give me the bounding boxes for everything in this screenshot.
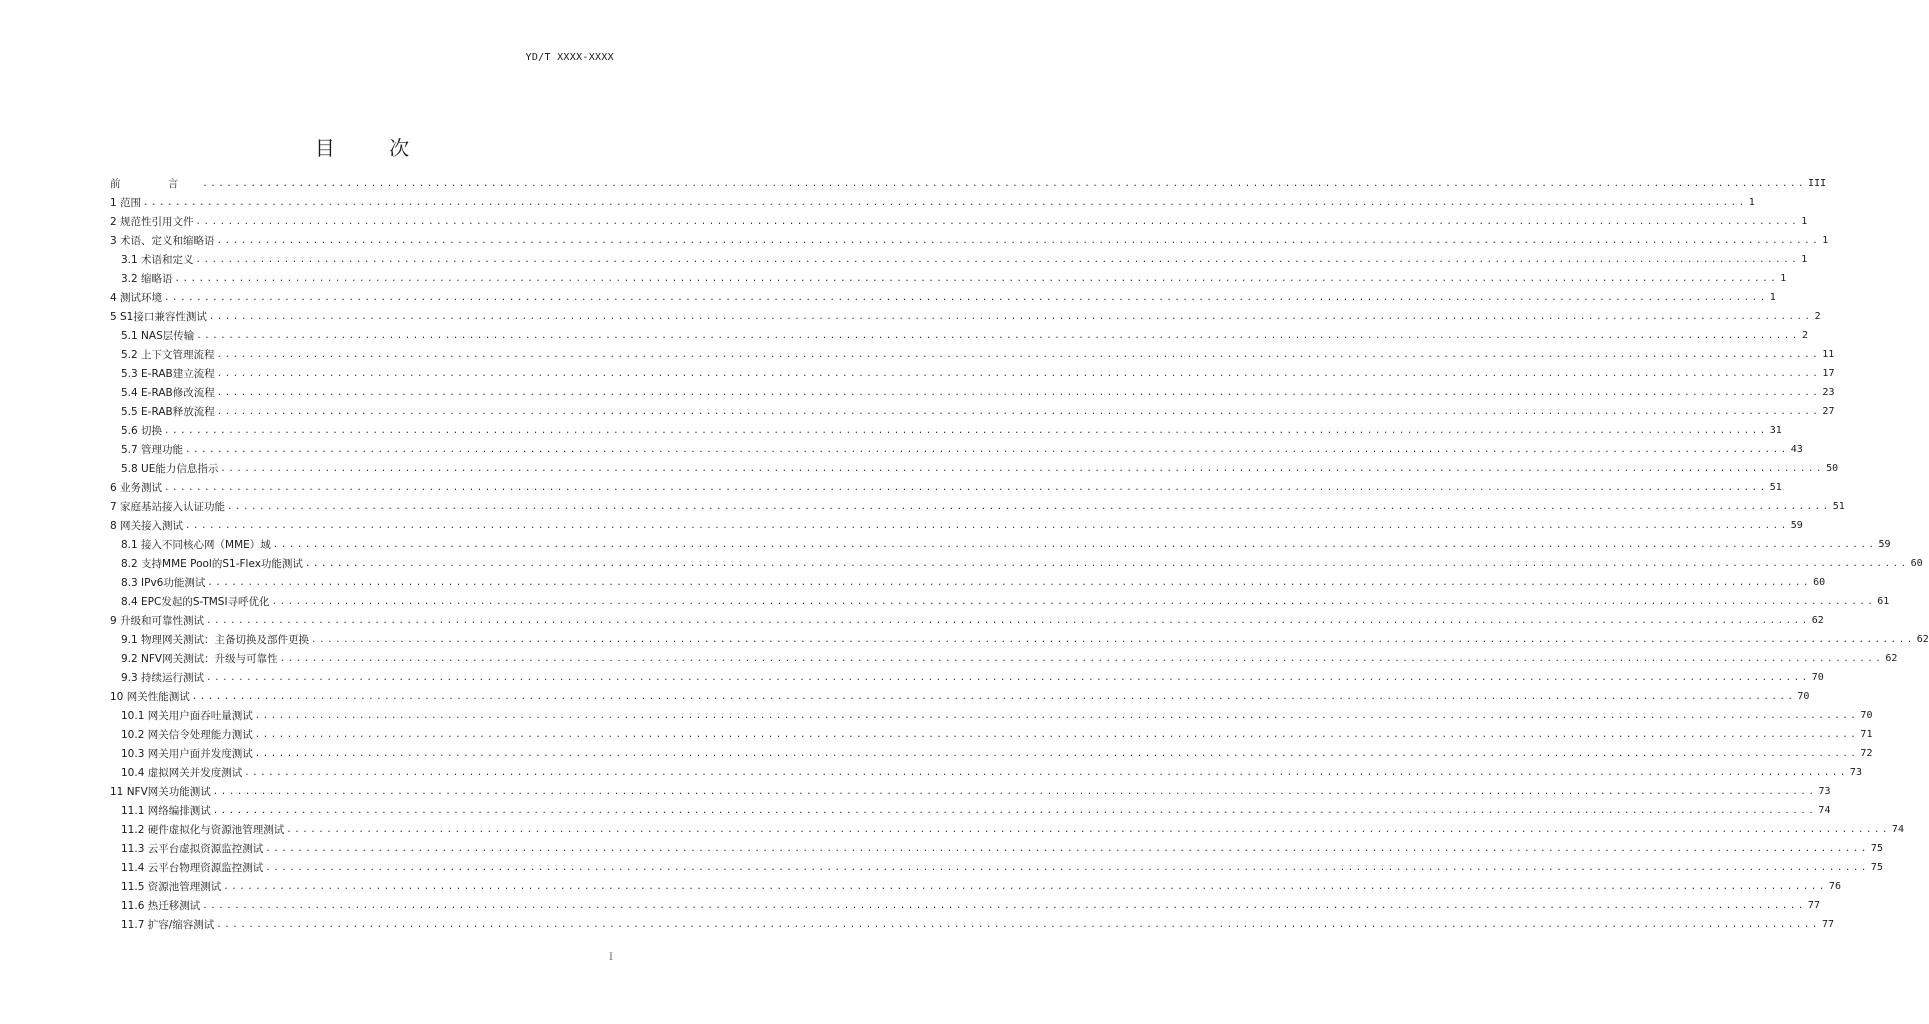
toc-entry[interactable]: [110, 685, 1810, 704]
toc-entry[interactable]: [110, 286, 1776, 305]
toc-entry-page: 70: [1811, 672, 1824, 683]
toc-entry[interactable]: [110, 742, 1873, 761]
toc-entry-label: 9.1 物理网关测试：主备切换及部件更换: [121, 634, 310, 646]
toc-entry-page: 17: [1822, 368, 1835, 379]
toc-leader-dots: ........................................................................................................................................................................................................: [206, 616, 1810, 626]
toc-entry[interactable]: [110, 324, 1808, 343]
toc-entry-label: 3.1 术语和定义: [121, 254, 194, 266]
toc-entry[interactable]: [110, 400, 1835, 419]
toc-entry-page: 1: [1822, 235, 1829, 246]
toc-entry[interactable]: [110, 191, 1755, 210]
toc-entry-page: 62: [1885, 653, 1898, 664]
toc-leader-dots: ........................................................................................................................................................................................................: [216, 369, 1821, 379]
toc-entry-label: 8.2 支持MME Pool的S1-Flex功能测试: [121, 558, 303, 570]
toc-leader-dots: ........................................................................................................................................................................................................: [216, 236, 1821, 246]
toc-entry-label: 9.3 持续运行测试: [121, 672, 205, 684]
toc-entry-label: 5.8 UE能力信息指示: [121, 463, 219, 475]
toc-leader-dots: ........................................................................................................................................................................................................: [265, 863, 1869, 873]
toc-entry-label: 11 NFV网关功能测试: [110, 786, 211, 798]
toc-entry-label: 6 业务测试: [110, 482, 163, 494]
toc-entry-label: 5.3 E-RAB建立流程: [121, 368, 215, 380]
toc-entry-label: 9 升级和可靠性测试: [110, 615, 205, 627]
toc-entry[interactable]: [110, 875, 1841, 894]
toc-entry-page: 43: [1790, 444, 1803, 455]
toc-leader-dots: ........................................................................................................................................................................................................: [216, 920, 1820, 930]
toc-entry-page: 74: [1891, 824, 1904, 835]
toc-leader-dots: ........................................................................................................................................................................................................: [143, 198, 1747, 208]
toc-entry-page: 50: [1826, 463, 1839, 474]
toc-entry[interactable]: [110, 248, 1808, 267]
toc-leader-dots: ........................................................................................................................................................................................................: [220, 464, 1825, 474]
toc-entry[interactable]: [110, 210, 1808, 229]
toc-entry-page: 71: [1860, 729, 1873, 740]
toc-entry-label: 5.1 NAS层传输: [121, 330, 195, 342]
toc-leader-dots: ........................................................................................................................................................................................................: [223, 882, 1827, 892]
toc-entry-page: 62: [1811, 615, 1824, 626]
toc-entry-label: 5.5 E-RAB释放流程: [121, 406, 215, 418]
toc-entry-page: 31: [1769, 425, 1782, 436]
page-number: I: [609, 952, 613, 963]
toc-entry-label: 4 测试环境: [110, 292, 163, 304]
toc-entry-page: 11: [1822, 349, 1835, 360]
toc-entry-label: 11.2 硬件虚拟化与资源池管理测试: [121, 824, 285, 836]
toc-leader-dots: ........................................................................................................................................................................................................: [244, 768, 1848, 778]
toc-leader-dots: ........................................................................................................................................................................................................: [254, 711, 1859, 721]
toc-leader-dots: ........................................................................................................................................................................................................: [202, 901, 1806, 911]
toc-entry[interactable]: [110, 552, 1923, 571]
toc-entry-label: 1 范围: [110, 197, 142, 209]
toc-entry-page: 59: [1790, 520, 1803, 531]
toc-entry-label: 10.1 网关用户面吞吐量测试: [121, 710, 253, 722]
toc-entry-label: 8.3 IPv6功能测试: [121, 577, 206, 589]
toc-entry-label: 2 规范性引用文件: [110, 216, 194, 228]
toc-leader-dots: ........................................................................................................................................................................................................: [272, 540, 1877, 550]
toc-entry-page: 2: [1814, 311, 1821, 322]
toc-leader-dots: ........................................................................................................................................................................................................: [164, 483, 1768, 493]
toc-leader-dots: ........................................................................................................................................................................................................: [279, 654, 1884, 664]
toc-entry[interactable]: [110, 381, 1835, 400]
toc-entry[interactable]: [110, 837, 1883, 856]
toc-entry-label: 5.2 上下文管理流程: [121, 349, 215, 361]
document-code: YD/T XXXX-XXXX: [525, 52, 614, 63]
toc-leader-dots: ........................................................................................................................................................................................................: [207, 578, 1812, 588]
toc-entry-page: 60: [1910, 558, 1923, 569]
toc-leader-dots: ........................................................................................................................................................................................................: [174, 274, 1779, 284]
toc-entry-page: 1: [1769, 292, 1776, 303]
toc-entry[interactable]: [110, 457, 1839, 476]
toc-entry-page: 1: [1748, 197, 1755, 208]
toc-entry-page: 51: [1832, 501, 1845, 512]
toc-entry[interactable]: [110, 362, 1835, 381]
toc-entry[interactable]: [110, 666, 1824, 685]
toc-entry[interactable]: [110, 476, 1782, 495]
toc-entry-label: 10.3 网关用户面并发度测试: [121, 748, 253, 760]
toc-leader-dots: ........................................................................................................................................................................................................: [195, 217, 1800, 227]
toc-entry-page: 72: [1860, 748, 1873, 759]
toc-entry[interactable]: [110, 514, 1803, 533]
toc-leader-dots: ........................................................................................................................................................................................................: [254, 749, 1859, 759]
page-title: 目 次: [314, 136, 434, 160]
toc-leader-dots: ........................................................................................................................................................................................................: [227, 502, 1831, 512]
toc-entry-page: 75: [1870, 843, 1883, 854]
toc-entry-label: 10.2 网关信令处理能力测试: [121, 729, 253, 741]
toc-entry-label: 11.7 扩容/缩容测试: [121, 919, 215, 931]
toc-entry[interactable]: [110, 495, 1845, 514]
toc-entry-label: 7 家庭基站接入认证功能: [110, 501, 226, 513]
toc-entry-label: 5.6 切换: [121, 425, 163, 437]
toc-leader-dots: ........................................................................................................................................................................................................: [208, 312, 1813, 322]
toc-entry-page: 1: [1801, 216, 1808, 227]
toc-leader-dots: ........................................................................................................................................................................................................: [191, 692, 1796, 702]
toc-leader-dots: ........................................................................................................................................................................................................: [286, 825, 1890, 835]
toc-leader-dots: ........................................................................................................................................................................................................: [216, 350, 1821, 360]
toc-leader-dots: ........................................................................................................................................................................................................: [271, 597, 1876, 607]
toc-leader-dots: ........................................................................................................................................................................................................: [216, 388, 1821, 398]
toc-entry[interactable]: [110, 723, 1873, 742]
toc-entry-page: 59: [1878, 539, 1891, 550]
toc-entry-page: 76: [1828, 881, 1841, 892]
toc-leader-dots: ........................................................................................................................................................................................................: [164, 293, 1768, 303]
toc-entry-label: 10 网关性能测试: [110, 691, 190, 703]
toc-leader-dots: ........................................................................................................................................................................................................: [185, 521, 1789, 531]
toc-entry[interactable]: [110, 229, 1829, 248]
toc-entry[interactable]: [110, 647, 1898, 666]
toc-entry-page: 62: [1916, 634, 1929, 645]
toc-leader-dots: ........................................................................................................................................................................................................: [265, 844, 1869, 854]
toc-entry[interactable]: [110, 438, 1803, 457]
toc-entry-page: 1: [1801, 254, 1808, 265]
toc-entry-page: 2: [1801, 330, 1808, 341]
toc-entry-label: 11.4 云平台物理资源监控测试: [121, 862, 264, 874]
toc-entry[interactable]: [110, 172, 1827, 191]
toc-entry-label: 3 术语、定义和缩略语: [110, 235, 215, 247]
toc-entry-label: 10.4 虚拟网关并发度测试: [121, 767, 243, 779]
toc-entry[interactable]: [110, 799, 1831, 818]
toc-entry-label: 11.1 网络编排测试: [121, 805, 211, 817]
toc-entry-page: III: [1808, 178, 1827, 189]
toc-entry-page: 61: [1877, 596, 1890, 607]
toc-entry-page: 77: [1821, 919, 1835, 930]
toc-leader-dots: ........................................................................................................................................................................................................: [254, 730, 1859, 740]
toc-entry-label: 9.2 NFV网关测试：升级与可靠性: [121, 653, 278, 665]
toc-entry[interactable]: [110, 343, 1835, 362]
toc-entry[interactable]: [110, 818, 1904, 837]
toc-entry-page: 75: [1870, 862, 1883, 873]
toc-entry[interactable]: [110, 856, 1883, 875]
toc-leader-dots: ........................................................................................................................................................................................................: [212, 787, 1817, 797]
toc-entry-page: 73: [1818, 786, 1831, 797]
toc-entry-label: 8.1 接入不同核心网（MME）域: [121, 539, 271, 551]
toc-entry[interactable]: [110, 590, 1890, 609]
toc-leader-dots: ........................................................................................................................................................................................................: [206, 673, 1810, 683]
toc-entry[interactable]: [110, 761, 1862, 780]
toc-leader-dots: ........................................................................................................................................................................................................: [164, 426, 1768, 436]
toc-entry-page: 1: [1780, 273, 1787, 284]
toc-entry-page: 51: [1769, 482, 1782, 493]
toc-entry-page: 60: [1813, 577, 1826, 588]
toc-entry-label: 11.5 资源池管理测试: [121, 881, 222, 893]
toc-entry-page: 70: [1797, 691, 1810, 702]
toc-entry[interactable]: [110, 609, 1824, 628]
toc-leader-dots: ........................................................................................................................................................................................................: [195, 255, 1800, 265]
toc-leader-dots: ........................................................................................................................................................................................................: [311, 635, 1915, 645]
toc-entry-label: 3.2 缩略语: [121, 273, 173, 285]
toc-entry-label: 前 言: [110, 178, 201, 190]
toc-leader-dots: ........................................................................................................................................................................................................: [196, 331, 1800, 341]
toc-entry[interactable]: [110, 571, 1826, 590]
toc-entry-page: 27: [1822, 406, 1835, 417]
toc-entry-label: 5.7 管理功能: [121, 444, 184, 456]
table-of-contents: [110, 172, 1929, 932]
toc-entry[interactable]: [110, 419, 1782, 438]
toc-entry-page: 70: [1860, 710, 1873, 721]
toc-entry[interactable]: [110, 628, 1929, 647]
toc-entry[interactable]: [110, 704, 1873, 723]
toc-entry-page: 77: [1807, 900, 1820, 911]
toc-entry-page: 73: [1849, 767, 1862, 778]
toc-entry-label: 11.3 云平台虚拟资源监控测试: [121, 843, 264, 855]
toc-entry-page: 74: [1818, 805, 1831, 816]
toc-entry-page: 23: [1822, 387, 1835, 398]
toc-entry-label: 8.4 EPC发起的S-TMSI寻呼优化: [121, 596, 270, 608]
toc-entry-label: 5.4 E-RAB修改流程: [121, 387, 215, 399]
toc-leader-dots: ........................................................................................................................................................................................................: [185, 445, 1789, 455]
toc-entry[interactable]: [110, 894, 1820, 913]
toc-leader-dots: ........................................................................................................................................................................................................: [212, 806, 1817, 816]
toc-entry-label: 8 网关接入测试: [110, 520, 184, 532]
toc-leader-dots: ........................................................................................................................................................................................................: [216, 407, 1821, 417]
toc-entry[interactable]: [110, 533, 1891, 552]
toc-entry-label: 11.6 热迁移测试: [121, 900, 201, 912]
toc-entry-label: 5 S1接口兼容性测试: [110, 311, 207, 323]
toc-leader-dots: ........................................................................................................................................................................................................: [202, 179, 1807, 189]
toc-entry[interactable]: [110, 913, 1835, 932]
toc-entry[interactable]: [110, 780, 1831, 799]
toc-entry[interactable]: [110, 267, 1787, 286]
toc-entry[interactable]: [110, 305, 1821, 324]
toc-leader-dots: ........................................................................................................................................................................................................: [304, 559, 1909, 569]
